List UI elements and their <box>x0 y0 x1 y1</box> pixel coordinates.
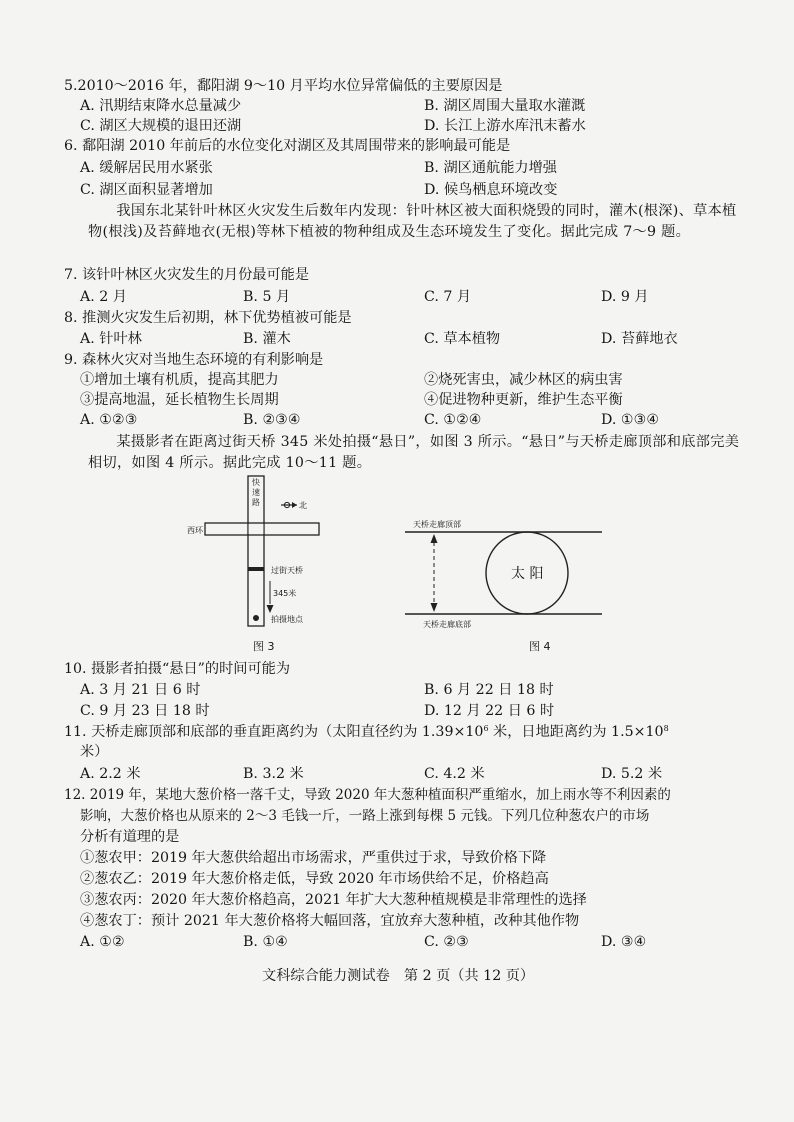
q12-option-c: C. ②③ <box>424 934 469 950</box>
north-label: 北 <box>299 501 307 510</box>
q11-stem-part3: 米） <box>80 744 109 760</box>
sun-label: 太 阳 <box>511 566 544 582</box>
bridge-label: 过街天桥 <box>271 566 303 575</box>
q12-item-3: ③葱农丙：2020 年大葱价格趋高，2021 年扩大大葱种植规模是非常理性的选择 <box>80 892 587 908</box>
q10-option-c: C. 9 月 23 日 18 时 <box>80 703 210 719</box>
q7-stem: 7. 该针叶林区火灾发生的月份最可能是 <box>64 267 310 283</box>
q12-item-4: ④葱农丁：预计 2021 年大葱价格将大幅回落，宜放弃大葱种植，改种其他作物 <box>80 913 580 929</box>
q5-option-c: C. 湖区大规模的退田还湖 <box>80 118 242 134</box>
figure-4-caption: 图 4 <box>529 640 551 653</box>
q9-item-2: ②烧死害虫，减少林区的病虫害 <box>424 372 623 388</box>
q6-option-c: C. 湖区面积显著增加 <box>80 182 213 198</box>
road-label-west: 西环 <box>187 526 203 535</box>
q5-stem: 5.2010～2016 年，鄱阳湖 9～10 月平均水位异常偏低的主要原因是 <box>64 78 503 94</box>
q11-exponent-8: 8 <box>663 724 669 733</box>
figure-3-caption: 图 3 <box>253 640 275 653</box>
road-label-expressway: 快速路 <box>252 478 260 507</box>
q7-option-a: A. 2 月 <box>80 289 127 305</box>
q11-stem <box>64 722 669 742</box>
q9-option-d: D. ①③④ <box>601 412 660 428</box>
q6-option-d: D. 候鸟栖息环境改变 <box>424 182 558 198</box>
q12-option-b: B. ①④ <box>243 934 288 950</box>
corridor-top-label: 天桥走廊顶部 <box>413 520 461 529</box>
q9-item-4: ④促进物种更新，维护生态平衡 <box>424 392 623 408</box>
passage-fire: 我国东北某针叶林区火灾发生后数年内发现：针叶林区被大面积烧毁的同时，灌木(根深)、草本植物(根浅)及苔藓地衣(无根)等林下植被的物种组成及生态环境发生了变化。据此完成 7～9 题。 <box>88 203 737 240</box>
q11-stem-part1: 11. 天桥走廊顶部和底部的垂直距离约为（太阳直径约为 1.39×10 <box>64 724 484 740</box>
q12-option-a: A. ①② <box>80 934 125 950</box>
q7-option-d: D. 9 月 <box>601 289 649 305</box>
q9-item-1: ①增加土壤有机质，提高其肥力 <box>80 372 279 388</box>
q12-item-2: ②葱农乙：2019 年大葱价格走低，导致 2020 年市场供给不足，价格趋高 <box>80 871 549 887</box>
photo-spot-label: 拍摄地点 <box>271 615 303 624</box>
q5-option-a: A. 汛期结束降水总量减少 <box>80 98 242 114</box>
q10-option-d: D. 12 月 22 日 6 时 <box>424 703 555 719</box>
q7-option-b: B. 5 月 <box>243 289 291 305</box>
q6-option-a: A. 缓解居民用水紧张 <box>80 160 213 176</box>
q12-stem-line1: 12. 2019 年，某地大葱价格一落千丈，导致 2020 年大葱种植面积严重缩水，加上雨水等不利因素的 <box>64 787 671 803</box>
q10-stem: 10. 摄影者拍摄“悬日”的时间可能为 <box>64 661 291 677</box>
q6-option-b: B. 湖区通航能力增强 <box>424 160 557 176</box>
q11-stem-part2: 米，日地距离约为 1.5×10 <box>488 724 664 740</box>
corridor-bottom-label: 天桥走廊底部 <box>423 620 471 629</box>
q11-option-b: B. 3.2 米 <box>243 766 304 782</box>
q6-stem: 6. 鄱阳湖 2010 年前后的水位变化对湖区及其周围带来的影响最可能是 <box>64 138 511 154</box>
q12-item-1: ①葱农甲：2019 年大葱供给超出市场需求，严重供过于求，导致价格下降 <box>80 850 547 866</box>
q8-option-c: C. 草本植物 <box>424 331 501 347</box>
q8-option-b: B. 灌木 <box>243 331 291 347</box>
q11-option-d: D. 5.2 米 <box>601 766 663 782</box>
q11-option-a: A. 2.2 米 <box>80 766 141 782</box>
q11-option-c: C. 4.2 米 <box>424 766 485 782</box>
q9-option-c: C. ①②④ <box>424 412 482 428</box>
q5-option-d: D. 长江上游水库汛末蓄水 <box>424 118 586 134</box>
q8-option-a: A. 针叶林 <box>80 331 142 347</box>
q12-stem-line3: 分析有道理的是 <box>80 829 180 845</box>
q12-option-d: D. ③④ <box>601 934 647 950</box>
q8-option-d: D. 苔藓地衣 <box>601 331 678 347</box>
q12-stem-line2: 影响，大葱价格也从原来的 2～3 毛钱一斤，一路上涨到每棵 5 元钱。下列几位种葱农户的市场 <box>80 808 650 824</box>
q7-option-c: C. 7 月 <box>424 289 472 305</box>
q11-exponent-6: 6 <box>483 724 489 733</box>
q5-option-b: B. 湖区周围大量取水灌溉 <box>424 98 586 114</box>
q9-stem: 9. 森林火灾对当地生态环境的有利影响是 <box>64 352 324 368</box>
q9-option-a: A. ①②③ <box>80 412 138 428</box>
q9-item-3: ③提高地温，延长植物生长周期 <box>80 392 279 408</box>
page-footer: 文科综合能力测试卷 第 2 页（共 12 页） <box>262 968 535 984</box>
q10-option-a: A. 3 月 21 日 6 时 <box>80 682 201 698</box>
q8-stem: 8. 推测火灾发生后初期，林下优势植被可能是 <box>64 310 352 326</box>
passage-sun: 某摄影者在距离过街天桥 345 米处拍摄“悬日”，如图 3 所示。“悬日”与天桥走廊顶部和底部完美相切，如图 4 所示。据此完成 10～11 题。 <box>88 434 740 471</box>
distance-label: 345米 <box>273 589 297 598</box>
q9-option-b: B. ②③④ <box>243 412 301 428</box>
q10-option-b: B. 6 月 22 日 18 时 <box>424 682 554 698</box>
